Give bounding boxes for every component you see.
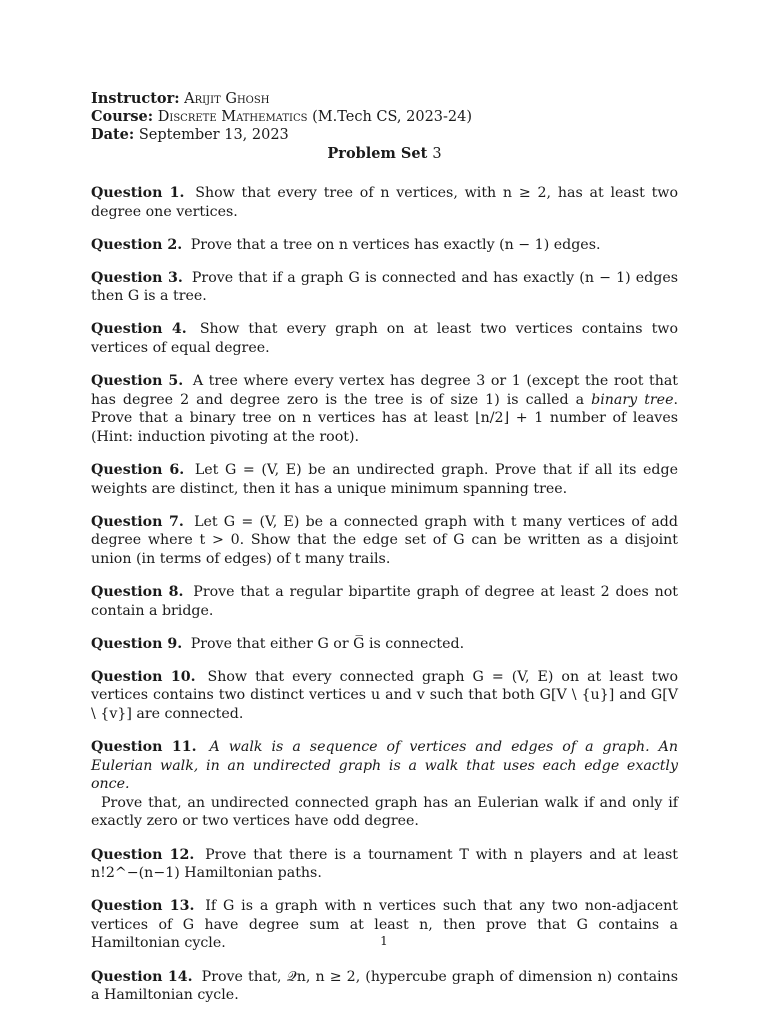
question-list: [91, 184, 678, 1005]
question-text-continued: . Prove that a binary tree on n vertices has at least ⌊n/2⌋ + 1 number of leaves (Hint: induction pivoting at the root).: [91, 391, 678, 445]
question-label: Question 4.: [91, 321, 187, 338]
date-line: [91, 126, 678, 144]
question-text: Show that every graph on at least two vertices contains two vertices of equal degree.: [91, 321, 678, 357]
problem-set-title: [91, 145, 678, 163]
question-text: Prove that, an undirected connected graph has an Eulerian walk if and only if exactly zero or two vertices have odd degree.: [91, 794, 678, 830]
question-4: [91, 320, 678, 357]
question-5: [91, 372, 678, 446]
page-number: 1: [380, 934, 388, 948]
question-label: Question 8.: [91, 584, 184, 600]
question-14: [91, 968, 678, 1005]
question-6: [91, 461, 678, 498]
question-label: Question 6.: [91, 462, 185, 479]
question-text-emphasis: binary tree: [591, 391, 674, 408]
question-label: Question 2.: [91, 236, 183, 253]
course-detail: (M.Tech CS, 2023-24): [312, 109, 473, 125]
document-page: [91, 90, 678, 1019]
question-text: Show that every tree of n vertices, with n ≥ 2, has at least two degree one vertices.: [91, 185, 678, 220]
question-2: [91, 236, 678, 255]
question-8: [91, 583, 678, 620]
problem-set-title-text: Problem Set: [327, 145, 428, 162]
question-label: Question 13.: [91, 898, 195, 915]
question-label: Question 12.: [91, 846, 195, 863]
question-9: [91, 635, 678, 654]
question-label: Question 5.: [91, 373, 184, 390]
question-text: Prove that there is a tournament T with n players and at least n!2^−(n−1) Hamiltonian paths.: [91, 846, 679, 882]
question-text: Prove that a regular bipartite graph of degree at least 2 does not contain a bridge.: [91, 584, 678, 619]
course-name: Discrete Mathematics: [157, 109, 308, 125]
question-text: Let G = (V, E) be a connected graph with t many vertices of add degree where t > 0. Show that the edge set of G can be written as a disjoint union (in terms of edges) of t many trails.: [91, 513, 678, 567]
instructor-label: Instructor:: [91, 90, 180, 107]
course-label: Course:: [91, 108, 154, 125]
question-11: [91, 738, 678, 831]
instructor-line: [91, 90, 678, 108]
date-label: Date:: [91, 126, 135, 143]
question-label: Question 10.: [91, 668, 196, 685]
question-label: Question 3.: [91, 269, 183, 286]
problem-set-number: 3: [432, 146, 442, 162]
question-10: [91, 668, 678, 724]
question-text: Prove that a tree on n vertices has exactly (n − 1) edges.: [190, 236, 601, 253]
question-text: Let G = (V, E) be an undirected graph. Prove that if all its edge weights are distinct, then it has a unique minimum spanning tree.: [91, 462, 678, 497]
question-text: Prove that, 𝒬n, n ≥ 2, (hypercube graph of dimension n) contains a Hamiltonian cycle.: [91, 968, 678, 1004]
question-label: Question 9.: [91, 635, 183, 652]
question-label: Question 7.: [91, 513, 184, 530]
question-12: [91, 846, 678, 883]
question-text-emphasis: A walk is a sequence of vertices and edges of a graph. An Eulerian walk, in an undirected graph is a walk that uses each edge exactly once.: [91, 739, 678, 793]
question-text: A tree where every vertex has degree 3 or 1 (except the root that has degree 2 and degree zero is the tree is of size 1) is called a: [91, 373, 678, 408]
question-label: Question 11.: [91, 739, 197, 756]
question-7: [91, 513, 678, 569]
question-text: Prove that either G or G̅ is connected.: [190, 635, 465, 652]
question-text: If G is a graph with n vertices such that any two non-adjacent vertices of G have degree sum at least n, then prove that G contains a Hamiltonian cycle.: [91, 898, 679, 952]
question-label: Question 1.: [91, 185, 185, 201]
question-text: Show that every connected graph G = (V, E) on at least two vertices contains two distinct vertices u and v such that both G[V \ {u}] and G[V \ {v}] are connected.: [91, 668, 679, 722]
date-value: September 13, 2023: [138, 127, 289, 143]
question-text: Prove that if a graph G is connected and has exactly (n − 1) edges then G is a tree.: [91, 269, 678, 305]
question-3: [91, 269, 678, 306]
question-label: Question 14.: [91, 968, 193, 985]
course-line: [91, 108, 678, 126]
instructor-name: Arijit Ghosh: [184, 91, 270, 107]
question-1: [91, 184, 678, 221]
